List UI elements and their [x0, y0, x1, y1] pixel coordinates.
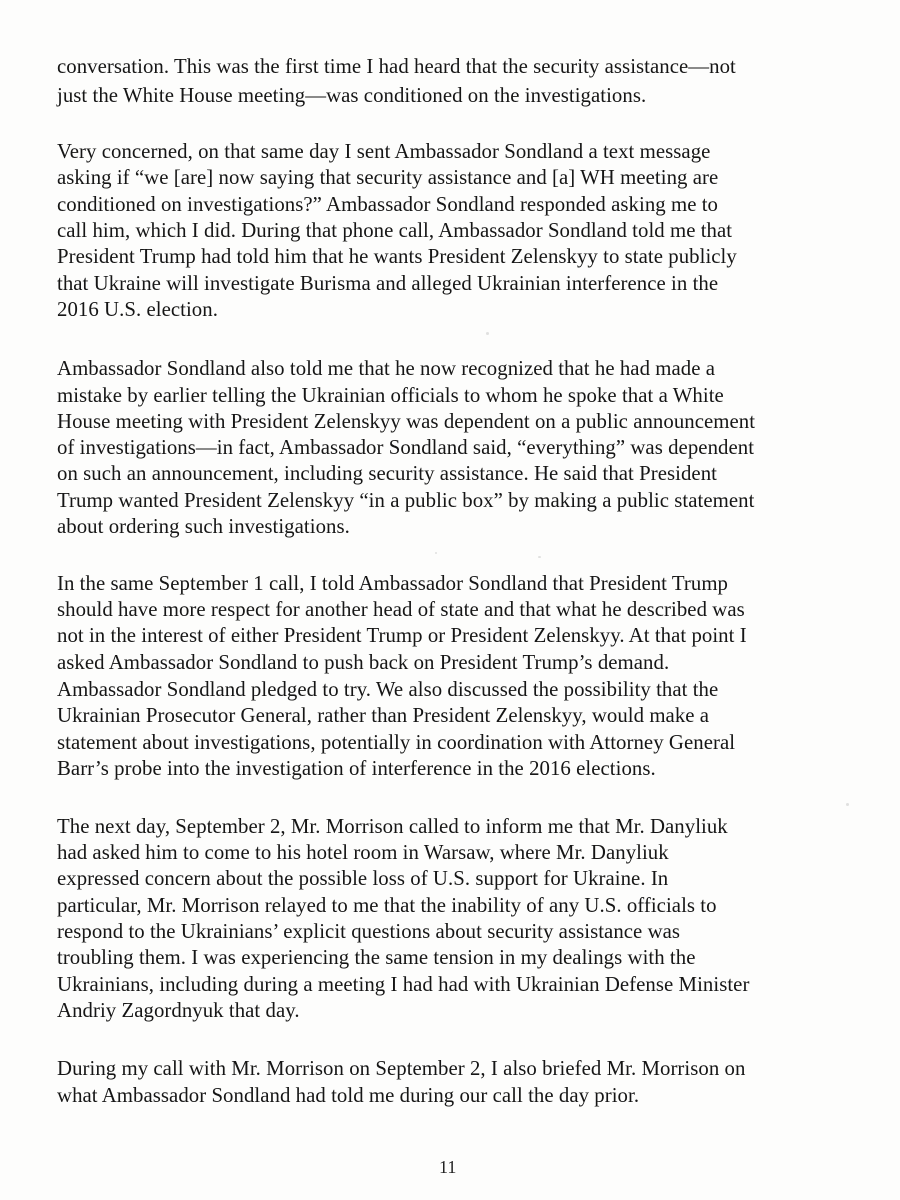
text-line: conversation. This was the first time I had heard that the security assistance—not — [57, 55, 736, 78]
text-line: on such an announcement, including security assistance. He said that President — [57, 462, 717, 485]
text-line: statement about investigations, potentially in coordination with Attorney General — [57, 731, 736, 754]
text-line: of investigations—in fact, Ambassador Sondland said, “everything” was dependent — [57, 436, 755, 459]
text-line: Andriy Zagordnyuk that day. — [57, 999, 300, 1022]
text-line: respond to the Ukrainians’ explicit questions about security assistance was — [57, 920, 681, 943]
text-line: Trump wanted President Zelenskyy “in a public box” by making a public statement — [57, 489, 755, 512]
text-line: had asked him to come to his hotel room in Warsaw, where Mr. Danyliuk — [57, 841, 669, 864]
text-line: Very concerned, on that same day I sent Ambassador Sondland a text message — [57, 140, 711, 163]
text-line: House meeting with President Zelenskyy was dependent on a public announcement — [57, 410, 756, 433]
text-line: conditioned on investigations?” Ambassador Sondland responded asking me to — [57, 193, 719, 216]
page-number: 11 — [439, 1157, 457, 1177]
text-line: mistake by earlier telling the Ukrainian officials to whom he spoke that a White — [57, 384, 724, 407]
text-line: particular, Mr. Morrison relayed to me that the inability of any U.S. officials to — [57, 894, 717, 917]
text-line: about ordering such investigations. — [57, 515, 350, 538]
text-line: troubling them. I was experiencing the same tension in my dealings with the — [57, 946, 696, 969]
scan-speck — [846, 803, 849, 806]
text-line: President Trump had told him that he wants President Zelenskyy to state publicly — [57, 245, 737, 268]
text-line: Ukrainians, including during a meeting I had had with Ukrainian Defense Minister — [57, 973, 750, 996]
text-line: Ambassador Sondland pledged to try. We also discussed the possibility that the — [57, 678, 719, 701]
text-line: Barr’s probe into the investigation of interference in the 2016 elections. — [57, 757, 656, 780]
text-line: that Ukraine will investigate Burisma and alleged Ukrainian interference in the — [57, 272, 719, 295]
text-line: In the same September 1 call, I told Ambassador Sondland that President Trump — [57, 572, 728, 595]
scan-speck — [435, 552, 437, 554]
text-line: call him, which I did. During that phone call, Ambassador Sondland told me that — [57, 219, 733, 242]
text-line: what Ambassador Sondland had told me during our call the day prior. — [57, 1084, 640, 1107]
text-line: Ukrainian Prosecutor General, rather than President Zelenskyy, would make a — [57, 704, 710, 727]
text-line: asking if “we [are] now saying that security assistance and [a] WH meeting are — [57, 166, 719, 189]
text-line: The next day, September 2, Mr. Morrison called to inform me that Mr. Danyliuk — [57, 815, 728, 838]
text-line: just the White House meeting—was conditioned on the investigations. — [57, 84, 647, 107]
text-line: During my call with Mr. Morrison on September 2, I also briefed Mr. Morrison on — [57, 1057, 746, 1080]
text-line: not in the interest of either President Trump or President Zelenskyy. At that point I — [57, 624, 747, 647]
text-line: Ambassador Sondland also told me that he now recognized that he had made a — [57, 357, 716, 380]
text-line: 2016 U.S. election. — [57, 298, 218, 321]
scan-speck — [486, 332, 489, 335]
text-line: asked Ambassador Sondland to push back on President Trump’s demand. — [57, 651, 670, 674]
text-line: expressed concern about the possible loss of U.S. support for Ukraine. In — [57, 867, 669, 890]
scan-speck — [538, 556, 541, 558]
text-line: should have more respect for another head of state and that what he described was — [57, 598, 745, 621]
